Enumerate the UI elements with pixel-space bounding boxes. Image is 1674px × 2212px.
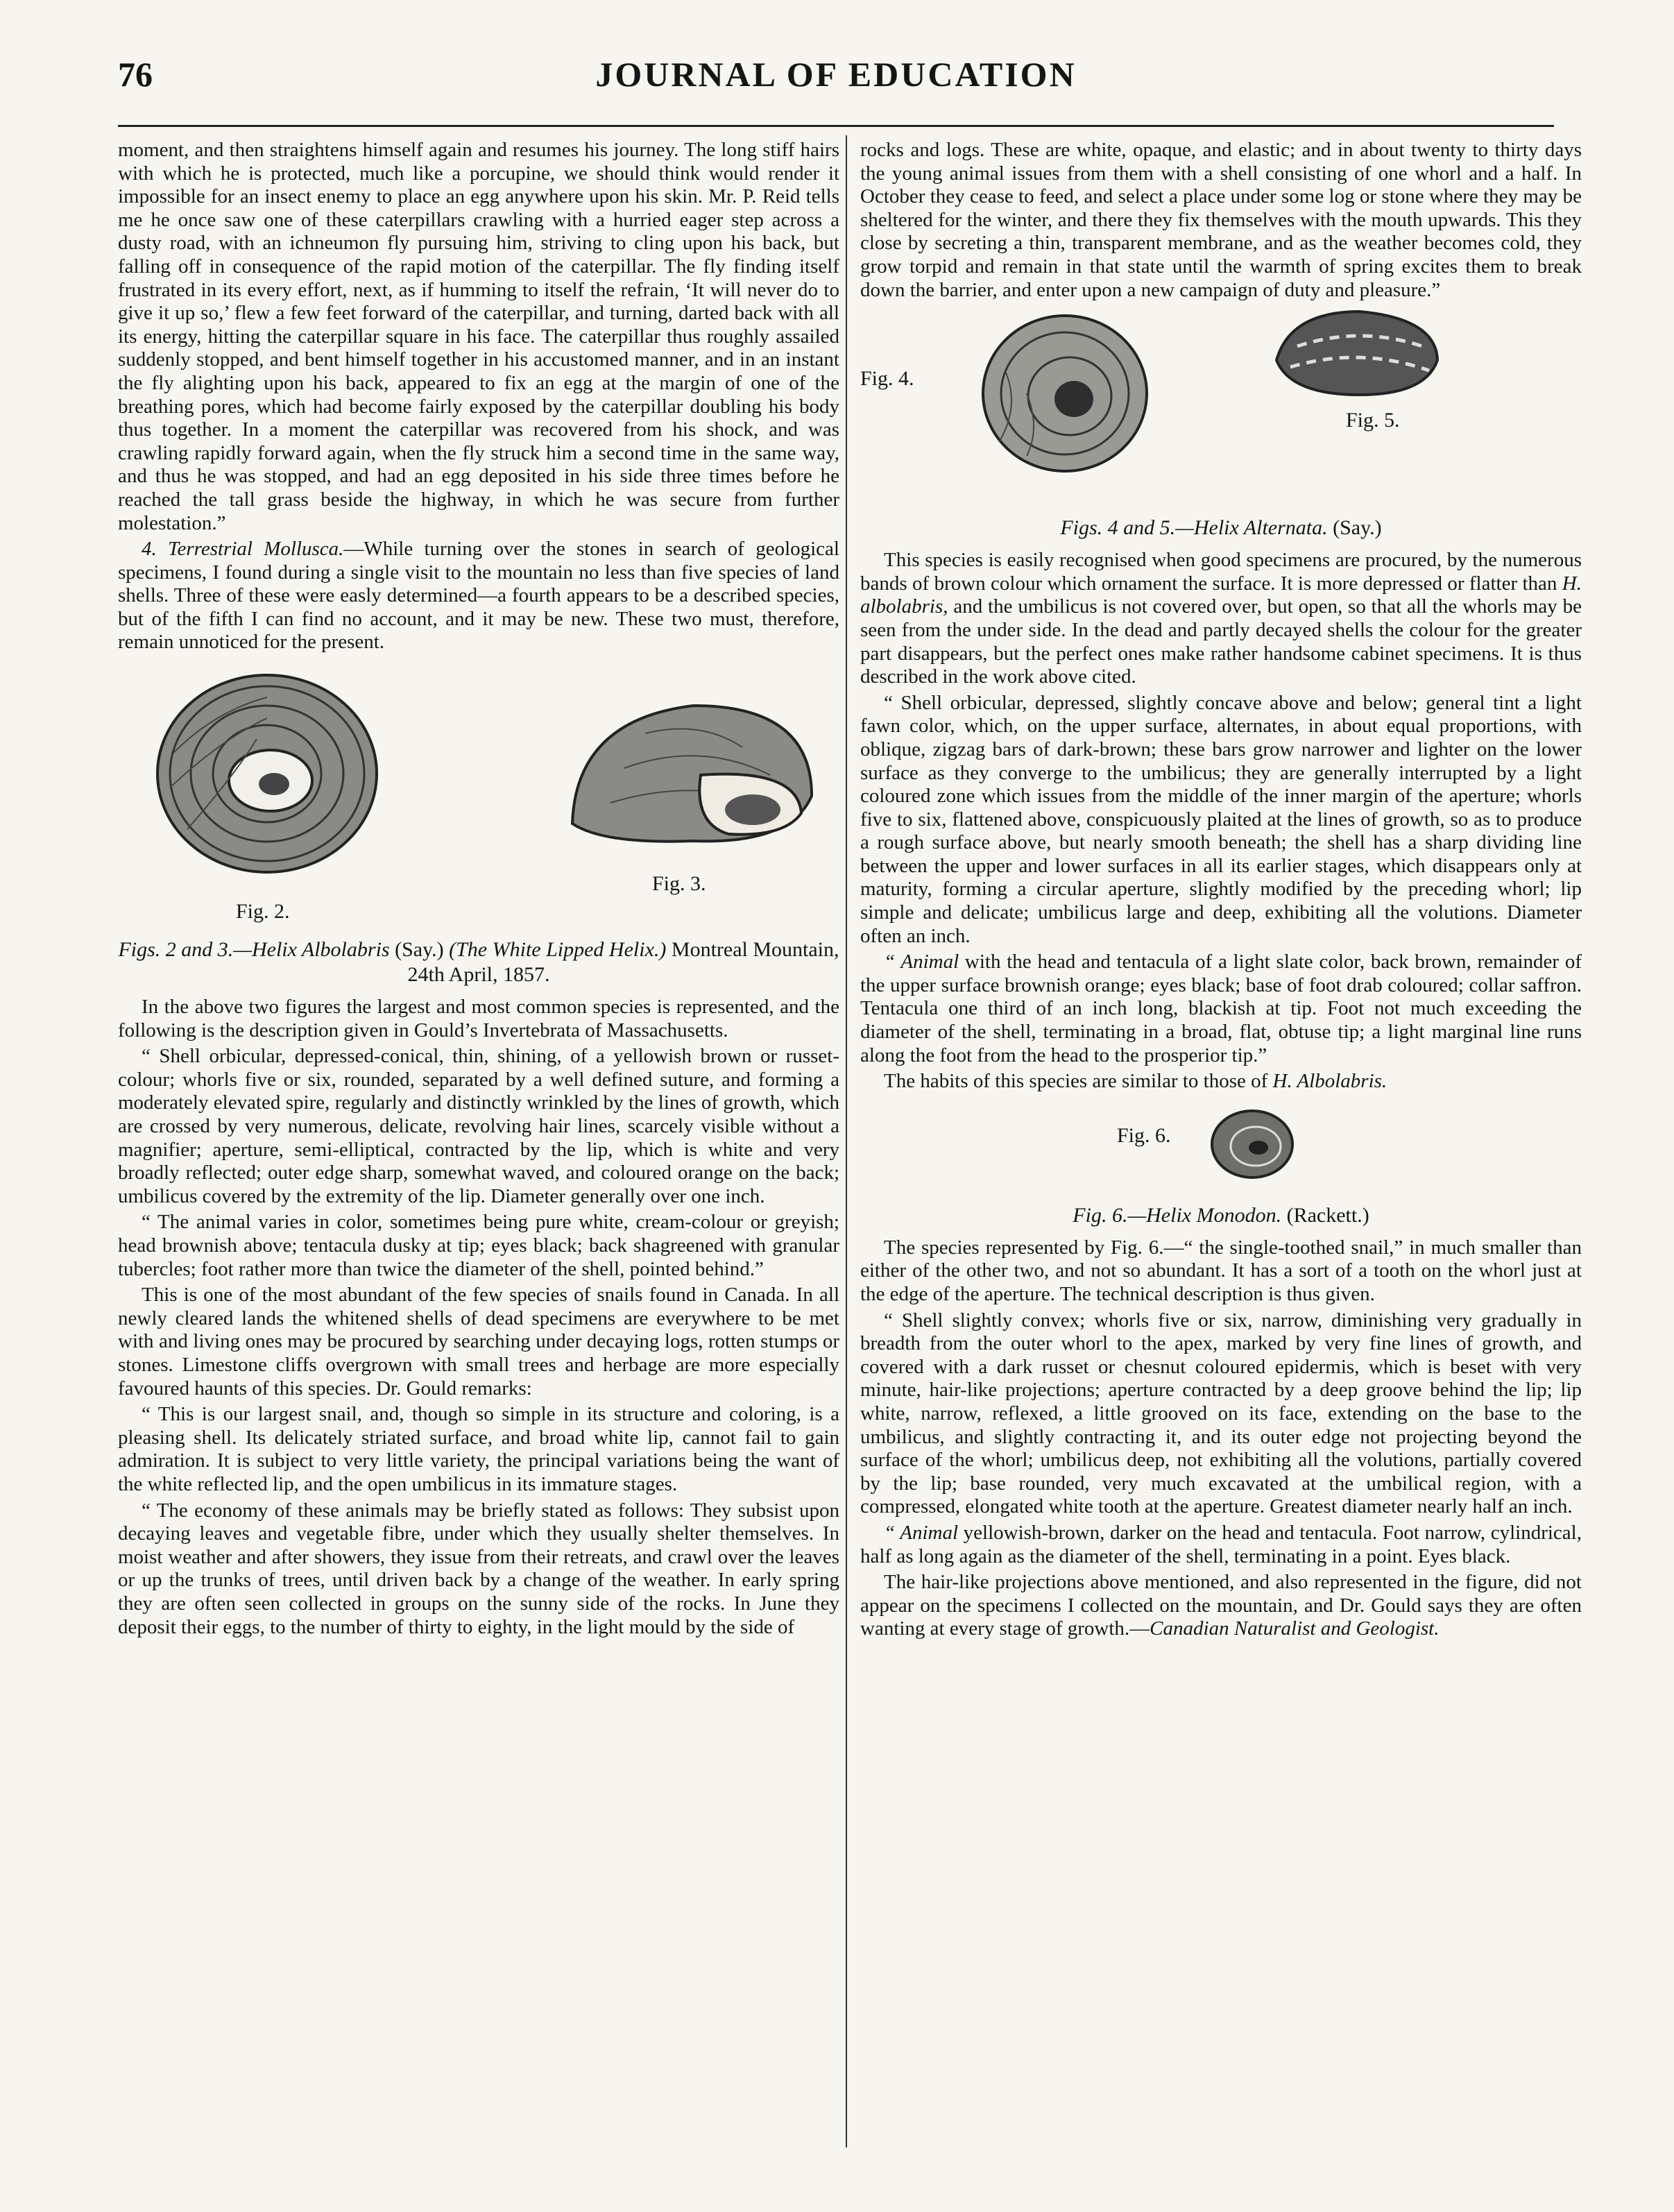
shell-figure-6: [1207, 1106, 1297, 1182]
paragraph: [860, 549, 1582, 689]
paragraph-text: The hair-like projections above mentioned, and also represented in the figure, did not appear on the specimens I collected on the mountain, and Dr. Gould says they are often wanting at every stage of growth.—: [860, 1571, 1582, 1640]
species-name: H. Albolabris.: [1272, 1070, 1387, 1093]
paragraph: “ The animal varies in color, sometimes being pure white, cream-colour or greyish; head brownish above; tentacula dusky at tip; eyes black; back shagreened with granular tubercles; foot rather more than twice the diameter of the shell, pointed behind.”: [118, 1211, 839, 1280]
paragraph: [860, 1571, 1582, 1641]
caption-authority: (Say.): [389, 938, 450, 962]
caption-species: Helix Albolabris: [251, 938, 390, 962]
column-rule: [846, 135, 847, 2147]
paragraph: “ Shell orbicular, depressed, slightly concave above and below; general tint a light fawn color, which, on the upper surface, alternates, in about equal proportions, with oblique, zigzag bars of dark-brown; these bars grow narrower and lighter on the lower surface as they converge to the umbilicus; they are generally interrupted by a light coloured zone which issues from the middle of the inner margin of the aperture; whorls five to six, flattened above, conspicuously plaited at the lines of growth, so as to produce a rough surface above, but nearly smooth beneath; the shell has a sharp dividing line between the upper and lower surfaces in all its earlier stages, which disappears only at maturity, forming a circular aperture, slightly modified by the preceding whorl; lip simple and delicate; umbilicus large and deep, exhibiting all the volutions. Diameter often an inch.: [860, 691, 1582, 947]
page-header: [118, 54, 1554, 103]
paragraph: [860, 1070, 1582, 1094]
paragraph-lead: “ Animal: [884, 1521, 959, 1544]
paragraph: moment, and then straightens himself again and resumes his journey. The long stiff hairs with which he is protected, much like a porcupine, we should think would render it impossible for an insect enemy to place an egg anywhere upon his skin. Mr. P. Reid tells me he once saw one of these caterpillars crawling with a hurried eager step across a dusty road, with an ichneumon fly pursuing him, striving to cling upon his back, but falling off in consequence of the rapid motion of the caterpillar. The fly finding itself frustrated in its every effort, next, as if humming to itself the refrain, ‘It will never do to give it up so,’ flew a few feet forward of the caterpillar, and turning, darted back with all its energy, hitting the caterpillar square in his face. The caterpillar thus roughly assailed suddenly stopped, and bent himself together in his accustomed manner, and in an instant the fly alighting upon his back, appeared to fix an egg at the margin of one of the breathing pores, which had become fairly exposed by the caterpillar doubling his body thus together. In a moment the caterpillar was recovered from his shock, and was crawling rapidly forward again, when the fly struck him a second time in the same way, and thus he was stopped, and had an egg deposited in his side three times before he reached the tall grass beside the highway, in which he was secure from further molestation.”: [118, 139, 839, 534]
figure-block-2-3: [118, 657, 839, 935]
shell-figure-2: [153, 670, 382, 878]
page-number: 76: [118, 55, 153, 94]
paragraph: [118, 538, 839, 654]
paragraph: [860, 951, 1582, 1067]
fig-6-label: Fig. 6.: [1117, 1123, 1171, 1147]
caption-authority: (Say.): [1327, 516, 1382, 540]
caption-prefix: Figs. 4 and 5.—: [1060, 516, 1194, 540]
figure-block-4-5: [860, 305, 1582, 513]
paragraph-text: This species is easily recognised when good specimens are procured, by the numerous bands of brown colour which ornament the surface. It is more depressed or flatter than: [860, 549, 1582, 595]
section-heading: 4. Terrestrial Mollusca.: [142, 538, 344, 561]
paragraph-lead: “ Animal: [884, 951, 959, 973]
paragraph: The species represented by Fig. 6.—“ the single-toothed snail,” in much smaller than either of the other two, and not so abundant. It has a sort of a tooth on the whorl just at the edge of the aperture. The technical description is thus given.: [860, 1236, 1582, 1305]
running-title: JOURNAL OF EDUCATION: [595, 55, 1077, 94]
figure-caption-4-5: [860, 516, 1582, 541]
paragraph: [860, 1522, 1582, 1568]
paragraph: This is one of the most abundant of the few species of snails found in Canada. In all newly cleared lands the whitened shells of dead specimens are everywhere to be met with and living ones may be procured by searching under decaying logs, rotten stumps or stones. Limestone cliffs overgrown with small trees and herbage are more especially favoured haunts of this species. Dr. Gould remarks:: [118, 1284, 839, 1399]
paragraph-text: The habits of this species are similar to those of: [884, 1070, 1273, 1093]
caption-species: Helix Monodon.: [1146, 1203, 1282, 1227]
caption-prefix: Figs. 2 and 3.—: [118, 938, 252, 962]
fig-4-label: Fig. 4.: [860, 367, 914, 391]
fig-2-label: Fig. 2.: [236, 900, 290, 924]
shell-figure-3: [562, 692, 819, 851]
caption-prefix: Fig. 6.—: [1073, 1203, 1147, 1227]
source-citation: Canadian Naturalist and Geologist.: [1150, 1617, 1440, 1640]
paragraph: rocks and logs. These are white, opaque, and elastic; and in about twenty to thirty days the young animal issues from them with a shell consisting of one whorl and a half. In October they cease to feed, and select a place under some log or stone where they may be sheltered for the winter, and there they fix themselves with the mouth upwards. This they close by secreting a thin, transparent membrane, and as the weather becomes cold, they grow torpid and remain in that state until the warmth of spring excites them to break down the barrier, and enter upon a new campaign of duty and pleasure.”: [860, 139, 1582, 301]
header-rule: [118, 125, 1554, 127]
caption-location: Montreal Mountain, 24th April, 1857.: [407, 938, 839, 987]
caption-species: Helix Alternata.: [1193, 516, 1328, 540]
paragraph-text: with the head and tentacula of a light slate color, back brown, remainder of the upper surface brownish orange; eyes black; base of foot drab coloured; collar saffron. Tentacula one third of an inch long, blackish at tip. Foot not much exceeding the diameter of the shell, terminating in a broad, flat, obtuse tip; a light marginal line runs along the foot from the head to the prosperior tip.”: [860, 951, 1582, 1066]
caption-authority: (Rackett.): [1281, 1203, 1369, 1227]
paragraph-text: and the umbilicus is not covered over, but open, so that all the whorls may be seen from the under side. In the dead and partly decayed shells the colour for the greater part disappears, but the perfect ones make rather handsome cabinet specimens. It is thus described in the work above cited.: [860, 595, 1582, 688]
figure-caption-6: [860, 1203, 1582, 1228]
caption-common-name: (The White Lipped Helix.): [449, 938, 667, 962]
fig-3-label: Fig. 3.: [652, 872, 706, 896]
paragraph: In the above two figures the largest and most common species is represented, and the following is the description given in Gould’s Invertebrata of Massachusetts.: [118, 996, 839, 1041]
species-name: H. albolabris,: [860, 572, 1582, 618]
fig-5-label: Fig. 5.: [1346, 409, 1400, 432]
shell-figure-5: [1270, 305, 1443, 402]
figure-caption-2-3: [118, 937, 839, 987]
shell-figure-4: [978, 310, 1152, 477]
paragraph: “ Shell orbicular, depressed-conical, thin, shining, of a yellowish brown or russet-colour; whorls five or six, rounded, separated by a well defined suture, and forming a moderately elevated spire, regularly and distinctly wrinkled by the lines of growth, which are crossed by very numerous, delicate, revolving hair lines, scarcely visible without a magnifier; aperture, semi-elliptical, contracted by the lip, which is white and very broadly reflected; outer edge sharp, somewhat waved, and coloured orange on the back; umbilicus covered by the extremity of the lip. Diameter generally over one inch.: [118, 1045, 839, 1207]
paragraph-text: —While turning over the stones in search of geological specimens, I found during a single visit to the mountain no less than five species of land shells. Three of these were easly determined—a fourth appears to be a described species, but of the fifth I can find no account, and it may be new. These two must, therefore, remain unnoticed for the present.: [118, 538, 839, 654]
left-column: [118, 139, 839, 2172]
figure-block-6: [860, 1096, 1582, 1200]
right-column: [860, 139, 1582, 2172]
paragraph: “ The economy of these animals may be briefly stated as follows: They subsist upon decaying leaves and vegetable fibre, under which they usually shelter themselves. In moist weather and after showers, they issue from their retreats, and crawl over the leaves or up the trunks of trees, until driven back by a change of the weather. In early spring they are often seen collected in groups on the sunny side of the rocks. In June they deposit their eggs, to the number of thirty to eighty, in the light mould by the side of: [118, 1499, 839, 1638]
paragraph: “ This is our largest snail, and, though so simple in its structure and coloring, is a pleasing shell. Its delicately striated surface, and broad white lip, cannot fail to gain admiration. It is subject to very little variety, the principal variations being the want of the white reflected lip, and the open umbilicus in its immature stages.: [118, 1403, 839, 1495]
paragraph: “ Shell slightly convex; whorls five or six, narrow, diminishing very gradually in breadth from the outer whorl to the apex, marked by very fine lines of growth, and covered with a dark russet or chesnut coloured epidermis, which is beset with very minute, hair-like projections; aperture contracted by a deep groove behind the lip; lip white, narrow, reflexed, a little grooved on its face, extending on the base to the umbilicus, and slightly contracting it, and its outer edge not projecting beyond the surface of the whorl; umbilicus deep, not exhibiting all the volutions, partially covered by the lip; base rounded, very much excavated at the umbilical region, with a compressed, elongated white tooth at the aperture. Greatest diameter nearly half an inch.: [860, 1309, 1582, 1518]
paragraph-text: yellowish-brown, darker on the head and tentacula. Foot narrow, cylindrical, half as long again as the diameter of the shell, terminating in a point. Eyes black.: [860, 1521, 1582, 1567]
